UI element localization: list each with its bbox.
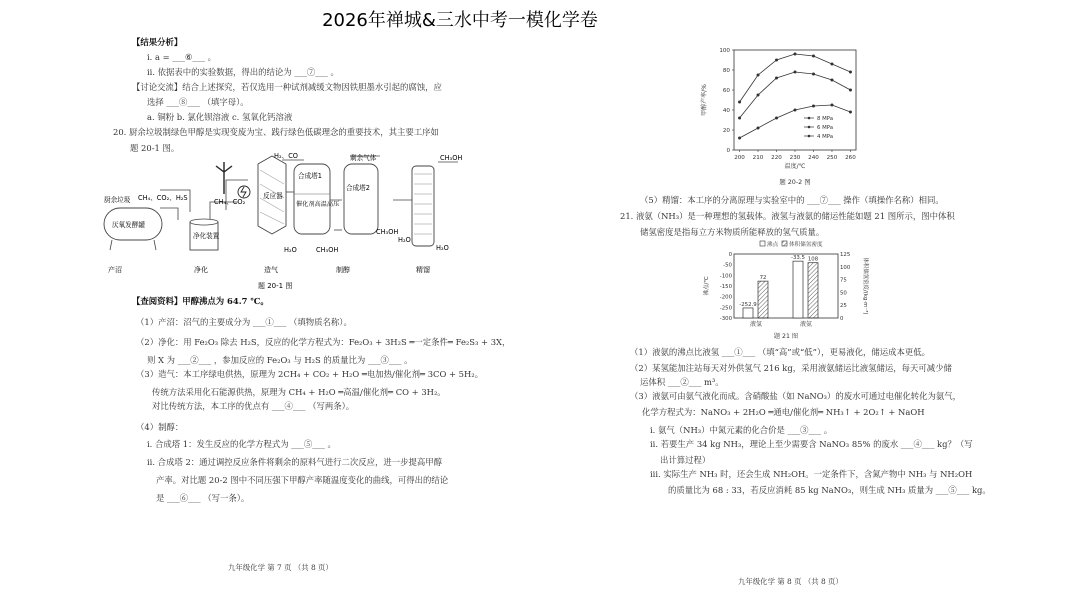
text-line: 则 X 为 ___②___ ，参加反应的 Fe₂O₃ 与 H₂S 的质量比为 ___③___ 。	[147, 355, 413, 365]
stage-label: 产沼	[108, 266, 122, 274]
text-line: 传统方法采用化石能源供热，原理为 CH₄ + H₂O ═高温/催化剂═ CO + 3H₂。	[152, 387, 446, 397]
legend-entry: 4 MPa	[817, 134, 834, 140]
data-label: -33.5	[791, 255, 805, 262]
data-point	[830, 104, 833, 107]
data-point	[757, 74, 760, 77]
diagram-label: 合成塔2	[346, 184, 370, 192]
data-point	[849, 89, 852, 92]
plot-frame	[734, 50, 856, 150]
data-point	[775, 77, 778, 80]
right-tick-label: 0	[840, 316, 844, 322]
category-label: 液氢	[749, 321, 763, 328]
text-line: （1）产沼：沼气的主要成分为 ___①___ （填物质名称）。	[136, 317, 352, 327]
text-line: 是 ___⑥___ （写一条）。	[156, 493, 250, 503]
x-tick-label: 260	[845, 155, 856, 161]
chart-caption: 题 21 图	[773, 333, 799, 340]
data-point	[849, 111, 852, 114]
y-tick-label: 100	[719, 48, 730, 54]
text-line: 【查阅资料】甲醇沸点为 64.7 ℃。	[132, 296, 269, 306]
left-tick-label: -150	[719, 284, 732, 290]
legend-marker	[808, 135, 811, 138]
text-line: （2）净化：用 Fe₂O₃ 除去 H₂S，反应的化学方程式为：Fe₂O₃ + 3H₂S ═一定条件═ Fe₂S₃ + 3X，	[136, 337, 511, 347]
y-axis-label: 甲醇产率/%	[701, 84, 708, 116]
right-tick-label: 125	[840, 252, 851, 258]
page-title: 2026年禅城&三水中考一模化学卷	[322, 10, 598, 31]
diagram-label: H₂、CO	[274, 152, 298, 160]
boiling-point-bar	[793, 261, 803, 318]
data-point	[738, 101, 741, 104]
text-line: 出计算过程）	[660, 455, 711, 465]
right-tick-label: 50	[840, 290, 847, 297]
left-tick-label: -250	[719, 305, 732, 312]
diagram-label: 厌氧发酵罐	[112, 221, 145, 229]
text-line: （5）精馏：本工序的分离原理与实验室中的 ___⑦___ 操作（填操作名称）相同。	[640, 195, 944, 205]
legend-entry: 6 MPa	[817, 125, 834, 131]
data-point	[757, 94, 760, 97]
data-label: -252.9	[739, 301, 757, 308]
chart-caption: 题 20-2 图	[779, 178, 811, 186]
x-tick-label: 200	[734, 155, 745, 161]
text-line: ii. 合成塔 2：通过调控反应条件将剩余的原料气进行二次反应，进一步提高甲醇	[147, 457, 443, 467]
right-axis-label: 体积储氢密度/(kg·m⁻³)	[862, 257, 868, 315]
data-point	[812, 73, 815, 76]
text-line: 的质量比为 68 : 33，若反应消耗 85 kg NaNO₃，则生成 NH₃ 质量为 ___⑤___ kg。	[668, 485, 991, 495]
left-tick-label: 0	[728, 252, 732, 258]
diagram-label: CH₃OH	[316, 246, 339, 254]
hydrogen-storage-bar-chart	[702, 238, 870, 342]
data-point	[738, 137, 741, 140]
x-tick-label: 250	[826, 155, 838, 161]
stage-label: 造气	[264, 266, 278, 274]
stage-label: 精馏	[416, 266, 430, 274]
x-tick-label: 210	[752, 155, 764, 161]
text-line: （1）液氨的沸点比液氢 ___①___ （填“高”或“低”），更易液化，储运成本更低。	[630, 347, 930, 357]
y-tick-label: 20	[722, 128, 730, 134]
right-tick-label: 75	[840, 277, 847, 284]
page-footer-left: 九年级化学 第 7 页 （共 8 页）	[228, 563, 333, 572]
text-line: 题 20-1 图。	[130, 143, 180, 153]
y-tick-label: 0	[726, 148, 730, 154]
text-line: 储氢密度是指每立方米物质所能释放的氢气质量。	[640, 227, 825, 237]
text-line: i. a = ___⑥___ 。	[147, 52, 217, 62]
legend-entry: 沸点	[767, 242, 779, 248]
diagram-label: 厨余垃圾	[104, 196, 131, 204]
text-line: i. 合成塔 1：发生反应的化学方程式为 ___⑤___ 。	[147, 439, 336, 449]
boiling-point-bar	[743, 308, 753, 318]
left-tick-label: -50	[723, 262, 732, 269]
stage-label: 净化	[194, 266, 208, 274]
left-tick-label: -300	[719, 316, 732, 322]
stage-label: 制醇	[336, 266, 350, 274]
data-point	[757, 127, 760, 130]
text-line: 20. 厨余垃圾制绿色甲醇是实现变废为宝、践行绿色低碳理念的重要技术，其主要工序如	[113, 127, 439, 137]
x-tick-label: 220	[771, 155, 782, 161]
right-tick-label: 25	[840, 303, 847, 310]
data-point	[812, 105, 815, 108]
diagram-label: H₂O	[284, 246, 297, 254]
diagram-label: 催化剂高温高压	[296, 201, 340, 208]
x-tick-label: 240	[808, 155, 819, 161]
data-point	[738, 117, 741, 120]
density-bar	[808, 263, 818, 318]
page-footer-right: 九年级化学 第 8 页 （共 8 页）	[738, 577, 843, 586]
text-line: 选择 ___⑧___ （填字母）。	[147, 97, 249, 107]
text-line: iii. 实际生产 NH₃ 时，还会生成 NH₂OH。一定条件下，含氮产物中 NH₃ 与 NH₂OH	[650, 469, 973, 479]
diagram-label: CH₃OH	[440, 154, 463, 162]
text-line: a. 铜粉 b. 氯化钡溶液 c. 氢氧化钙溶液	[147, 112, 293, 122]
data-point	[775, 59, 778, 62]
text-line: 【结果分析】	[132, 37, 183, 47]
data-label: 72	[759, 275, 767, 282]
data-point	[775, 117, 778, 120]
text-line: 产率。对比题 20-2 图中不同压强下甲醇产率随温度变化的曲线，可得出的结论	[156, 475, 449, 485]
text-line: 化学方程式为：NaNO₃ + 2H₂O ═通电/催化剂═ NH₃↑ + 2O₂↑ + NaOH	[642, 407, 925, 417]
density-bar	[758, 281, 768, 318]
y-tick-label: 60	[722, 88, 730, 94]
x-axis-label: 温度/℃	[784, 163, 806, 170]
methanol-yield-line-chart	[696, 40, 868, 190]
legend-marker	[808, 126, 811, 129]
text-line: i. 氨气（NH₃）中氮元素的化合价是 ___③___ 。	[650, 425, 833, 435]
left-axis-label: 沸点/℃	[704, 276, 710, 296]
data-point	[794, 53, 797, 56]
text-line: 【讨论交流】结合上述探究，若仅选用一种试剂减缓文物因铁胆墨水引起的腐蚀，应	[132, 82, 442, 92]
text-line: ii. 若要生产 34 kg NH₃，理论上至少需要含 NaNO₃ 85% 的废水 ___④___ kg？（写	[650, 439, 973, 449]
diagram-label: 反应器	[263, 192, 283, 200]
text-line: （3）液氨可由氨气液化而成。含硝酸盐（如 NaNO₃）的废水可通过电催化转化为氨气，	[630, 391, 961, 401]
text-line: （2）某氢能加注站每天对外供氢气 216 kg，采用液氨储运比液氢储运，每天可减少储	[630, 363, 952, 373]
diagram-label: H₂O	[436, 244, 449, 252]
text-line: （4）制醇：	[136, 422, 184, 432]
left-tick-label: -100	[719, 273, 732, 280]
data-point	[794, 71, 797, 74]
data-point	[830, 63, 833, 66]
diagram-caption: 题 20-1 图	[258, 282, 293, 290]
data-point	[830, 79, 833, 82]
category-label: 液氨	[799, 321, 813, 328]
data-point	[849, 71, 852, 74]
text-line: 21. 液氨（NH₃）是一种理想的氢载体。液氢与液氨的储运性能如题 21 图所示，图中体积	[620, 211, 955, 221]
legend-swatch	[782, 241, 787, 246]
left-tick-label: -200	[719, 294, 732, 301]
text-line: ii. 依据表中的实验数据，得出的结论为 ___⑦___ 。	[147, 67, 339, 77]
series-line	[740, 54, 851, 102]
diagram-label: 净化装置	[193, 232, 220, 240]
legend-swatch	[760, 241, 765, 246]
right-tick-label: 100	[840, 264, 851, 271]
x-tick-label: 230	[789, 155, 801, 161]
diagram-label: CH₄、CO₂	[214, 198, 246, 206]
data-point	[812, 55, 815, 58]
diagram-label: 剩余气体	[350, 154, 377, 162]
text-line: 运体积 ___②___ m³。	[640, 377, 724, 387]
text-line: 对比传统方法，本工序的优点有 ___④___ （写两条）。	[152, 401, 355, 411]
diagram-label: H₂O	[398, 236, 411, 244]
legend-entry: 8 MPa	[817, 116, 834, 122]
y-tick-label: 40	[722, 108, 730, 114]
diagram-label: CH₄、CO₂、H₂S	[138, 194, 188, 202]
legend-entry: 体积储氢密度	[789, 242, 823, 248]
y-tick-label: 80	[722, 68, 730, 74]
diagram-label: 合成塔1	[298, 172, 322, 180]
data-point	[794, 109, 797, 112]
data-label: 108	[807, 256, 819, 263]
text-line: （3）造气：本工序绿电供热，原理为 2CH₄ + CO₂ + H₂O ═电加热/催化剂═ 3CO + 5H₂。	[136, 369, 484, 379]
diagram-label: CH₃OH	[376, 228, 399, 236]
legend-marker	[808, 117, 811, 120]
